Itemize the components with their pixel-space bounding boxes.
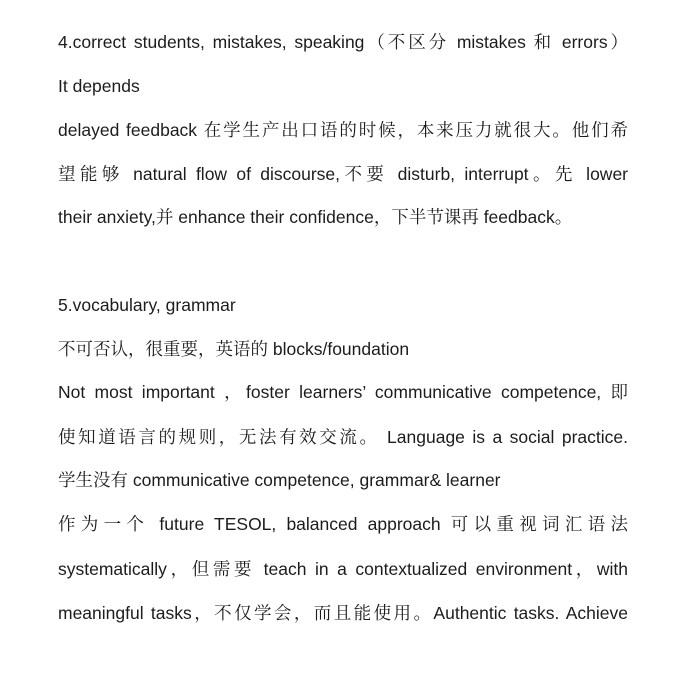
section-4-line-2: delayed feedback 在学生产出口语的时候，本来压力就很大。他们希 (58, 120, 628, 140)
section-5-line-3: 使知道语言的规则，无法有效交流。 Language is a social practice. (58, 427, 628, 447)
section-5-heading: 5.vocabulary, grammar (58, 295, 236, 315)
section-5-line-4: 学生没有 communicative competence, grammar& learner (58, 470, 501, 490)
section-5-line-6: systematically，但需要 teach in a contextualized environment，with (58, 559, 628, 579)
section-4-line-3: 望能够 natural flow of discourse,不要 disturb, interrupt。先 lower (58, 164, 628, 184)
section-4-line-4: their anxiety,并 enhance their confidence，下半节课再 feedback。 (58, 207, 573, 227)
section-4-line-1: It depends (58, 76, 140, 96)
section-4-heading: 4.correct students, mistakes, speaking（不区分 mistakes 和 errors） (58, 32, 628, 52)
section-5-line-2: Not most important ，foster learners’ communicative competence, 即 (58, 382, 628, 402)
section-5-line-7: meaningful tasks，不仅学会，而且能使用。Authentic tasks. Achieve (58, 603, 628, 623)
section-5-line-1: 不可否认，很重要，英语的 blocks/foundation (58, 339, 410, 359)
section-5-line-5: 作为一个 future TESOL, balanced approach 可以重视词汇语法 (58, 514, 628, 534)
